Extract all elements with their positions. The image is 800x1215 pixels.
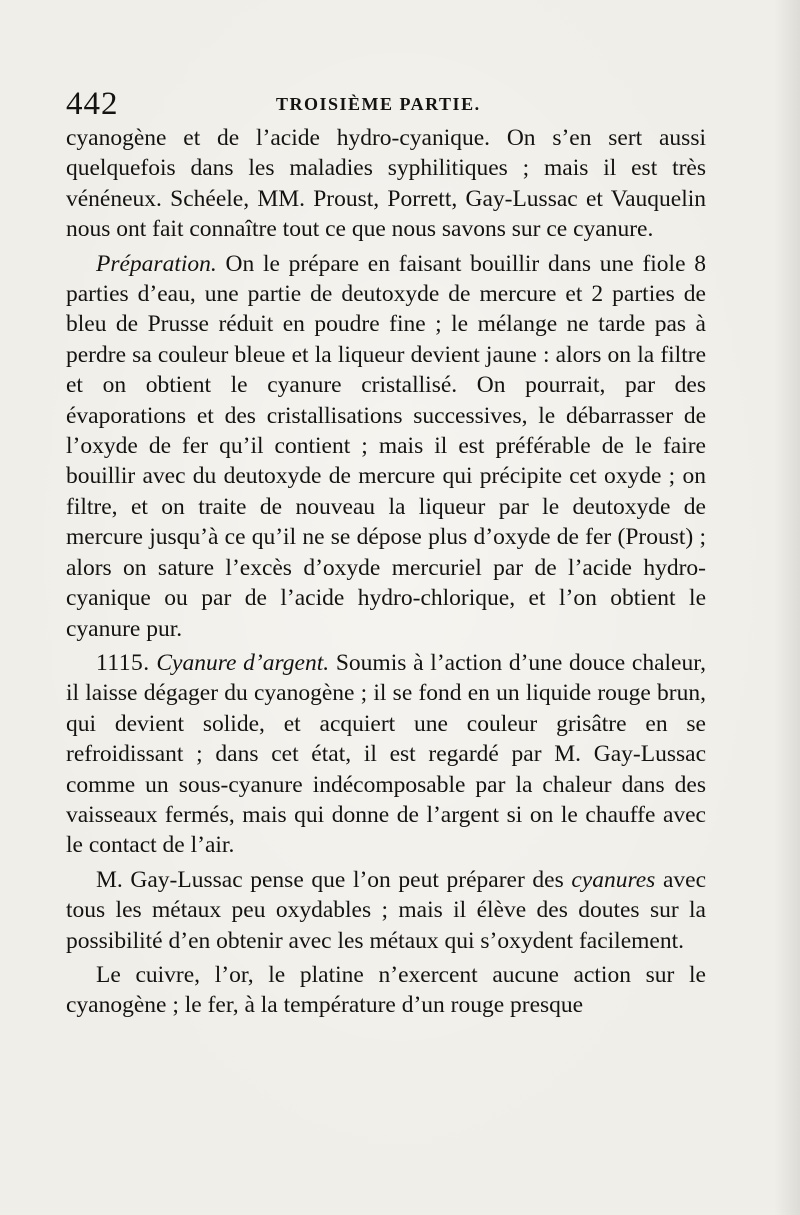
paragraph-preparation (66, 249, 706, 644)
section-number: 1115. (96, 649, 150, 676)
page-number: 442 (66, 86, 119, 122)
italic-term-cyanures: cyanures (571, 866, 656, 893)
page-edge-shadow (774, 0, 800, 1215)
section-label-preparation: Préparation. (96, 250, 217, 277)
section-title-cyanure-argent: Cyanure d’argent. (149, 649, 330, 676)
paragraph-cyanure-argent (66, 648, 706, 861)
body-text (66, 123, 706, 1021)
paragraph-gay-lussac (66, 865, 706, 956)
paragraph-cyanure-argent-text: Soumis à l’action d’une douce chaleur, il laisse dégager du cyanogène ; il se fond en un liquide rouge brun, qui devient solide, et acquiert une couleur grisâtre en se refroidissant ; dans cet état, il est regardé par M. Gay-Lussac comme un sous-cyanure indécomposable par la chaleur dans des vaisseaux fermés, mais qui donne de l’argent si on le chauffe avec le contact de l’air. (66, 649, 706, 859)
paragraph-gay-lussac-post: avec tous les métaux peu oxydables ; mais il élève des doutes sur la possibilité d’en obtenir avec les métaux qui s’oxydent facilement. (66, 866, 706, 954)
paragraph-cuivre: Le cuivre, l’or, le platine n’exercent aucune action sur le cyanogène ; le fer, à la température d’un rouge presque (66, 961, 706, 1019)
page-header (66, 84, 706, 124)
paragraph-gay-lussac-pre: M. Gay-Lussac pense que l’on peut préparer des (96, 866, 572, 893)
paragraph-preparation-text: On le prépare en faisant bouillir dans une fiole 8 parties d’eau, une partie de deutoxyde de mercure et 2 parties de bleu de Prusse réduit en poudre fine ; le mélange ne tarde pas à perdre sa couleur bleue et la liqueur devient jaune : alors on la filtre et on obtient le cyanure cristallisé. On pourrait, par des évaporations et des cristallisations successives, le débarrasser de l’oxyde de fer qu’il contient ; mais il est préférable de le faire bouillir avec du deutoxyde de mercure qui précipite cet oxyde ; on filtre, et on traite de nouveau la liqueur par le deutoxyde de mercure jusqu’à ce qu’il ne se dépose plus d’oxyde de fer (Proust) ; alors on sature l’excès d’oxyde mercuriel par de l’acide hydro-cyanique ou par de l’acide hydro-chlorique, et l’on obtient le cyanure pur. (66, 250, 706, 642)
running-head: TROISIÈME PARTIE. (276, 94, 481, 114)
paragraph-continuation: cyanogène et de l’acide hydro-cyanique. On s’en sert aussi quelquefois dans les maladies syphilitiques ; mais il est très vénéneux. Schéele, MM. Proust, Porrett, Gay-Lussac et Vauquelin nous ont fait connaître tout ce que nous savons sur ce cyanure. (66, 125, 706, 243)
